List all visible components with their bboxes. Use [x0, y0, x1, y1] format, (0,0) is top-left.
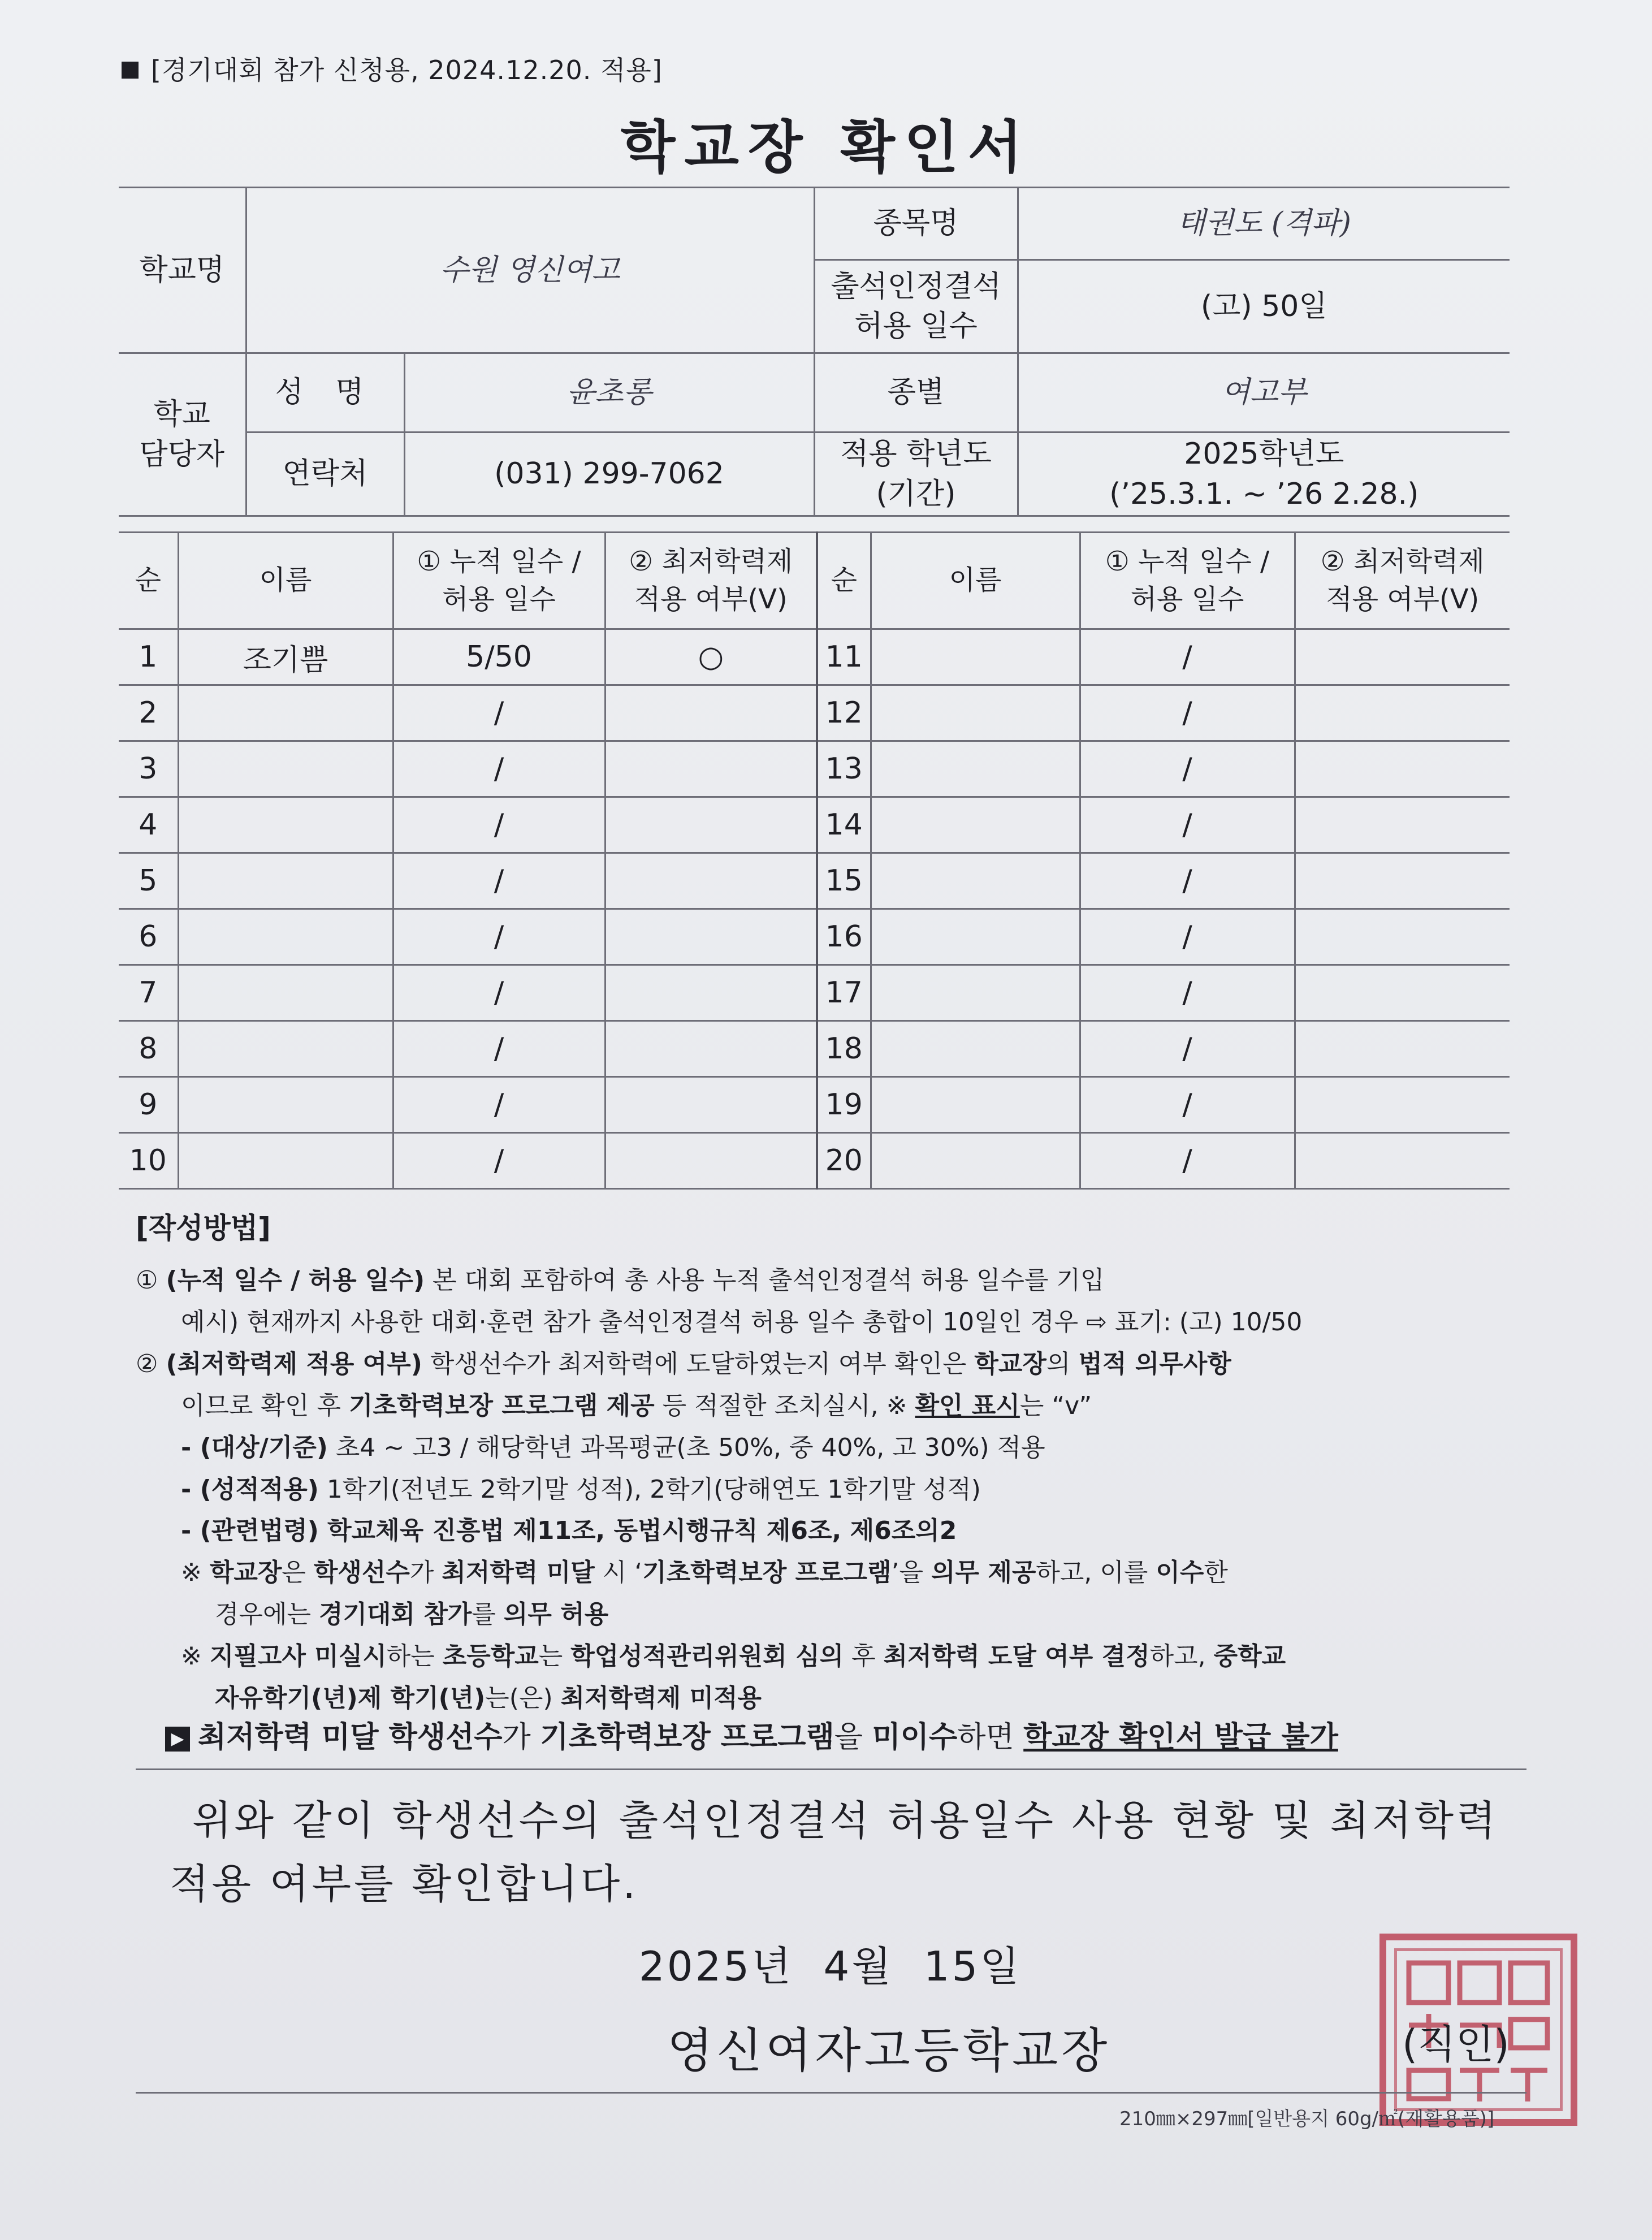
instructions-title: [작성방법] — [136, 1212, 271, 1244]
roster-minimum-check — [1295, 853, 1510, 909]
roster-days: / — [393, 1133, 605, 1189]
roster-name — [178, 1133, 393, 1189]
roster-name — [178, 853, 393, 909]
roster-row — [119, 1077, 1510, 1133]
roster-no: 10 — [119, 1133, 178, 1189]
roster-name — [178, 741, 393, 797]
seal-label: (직인) — [1402, 2021, 1510, 2068]
roster-name — [871, 741, 1080, 797]
roster-name — [178, 965, 393, 1021]
contact-label: 연락처 — [246, 433, 404, 516]
roster-no: 9 — [119, 1077, 178, 1133]
section-divider — [136, 1768, 1526, 1770]
col-minimum-right: ② 최저학력제 적용 여부(V) — [1295, 533, 1510, 629]
roster-no: 18 — [817, 1021, 871, 1077]
roster-minimum-check — [1295, 1077, 1510, 1133]
roster-days: / — [1080, 741, 1295, 797]
roster-row — [119, 909, 1510, 965]
roster-no: 6 — [119, 909, 178, 965]
roster-minimum-check — [605, 1133, 817, 1189]
roster-days: / — [1080, 909, 1295, 965]
col-days-left: ① 누적 일수 / 허용 일수 — [393, 533, 605, 629]
roster-name — [178, 1077, 393, 1133]
roster-days: / — [393, 685, 605, 741]
roster-no: 7 — [119, 965, 178, 1021]
year-label: 적용 학년도 (기간) — [814, 433, 1018, 516]
roster-minimum-check — [605, 965, 817, 1021]
roster-days: / — [1080, 1077, 1295, 1133]
roster-days: / — [1080, 629, 1295, 685]
roster-row — [119, 965, 1510, 1021]
instruction-sub-target: - (대상/기준) 초4 ~ 고3 / 해당학년 과목평균(초 50%, 중 40%, 고 30%) 적용 — [181, 1433, 1045, 1462]
roster-days: / — [1080, 965, 1295, 1021]
roster-minimum-check — [605, 853, 817, 909]
event-label: 종목명 — [814, 188, 1018, 260]
roster-row — [119, 797, 1510, 853]
roster-no: 16 — [817, 909, 871, 965]
roster-no: 14 — [817, 797, 871, 853]
instruction-item-2: ② (최저학력제 적용 여부) 학생선수가 최저학력에 도달하였는지 여부 확인은 학교장의 법적 의무사항 — [136, 1349, 1231, 1378]
roster-days: / — [393, 965, 605, 1021]
roster-body — [119, 629, 1510, 1189]
roster-minimum-check — [1295, 1021, 1510, 1077]
roster-name — [871, 797, 1080, 853]
roster-days: 5/50 — [393, 629, 605, 685]
roster-days: / — [393, 1077, 605, 1133]
roster-name — [178, 685, 393, 741]
instruction-note-2: ※ 지필고사 미실시하는 초등학교는 학업성적관리위원회 심의 후 최저학력 도달 여부 결정하고, 중학교 — [181, 1642, 1286, 1671]
roster-days: / — [1080, 685, 1295, 741]
paper-spec: 210㎜×297㎜[일반용지 60g/㎡(재활용품)] — [1119, 2108, 1495, 2130]
roster-no: 17 — [817, 965, 871, 1021]
roster-minimum-check — [1295, 685, 1510, 741]
roster-minimum-check: ○ — [605, 629, 817, 685]
instruction-note-1: ※ 학교장은 학생선수가 최저학력 미달 시 ‘기초학력보장 프로그램’을 의무 제공하고, 이를 이수한 — [181, 1558, 1228, 1588]
division-label: 종별 — [814, 353, 1018, 433]
principal-name: 영신여자고등학교장 — [667, 2023, 1111, 2078]
instructions — [136, 1204, 1526, 1719]
instruction-item-1: ① (누적 일수 / 허용 일수) 본 대회 포함하여 총 사용 누적 출석인정결석 허용 일수를 기입 — [136, 1266, 1105, 1295]
roster-table — [119, 531, 1510, 1190]
roster-no: 2 — [119, 685, 178, 741]
division-value: 여고부 — [1018, 353, 1510, 433]
roster-no: 4 — [119, 797, 178, 853]
col-name-right: 이름 — [871, 533, 1080, 629]
roster-no: 8 — [119, 1021, 178, 1077]
roster-no: 5 — [119, 853, 178, 909]
roster-minimum-check — [605, 909, 817, 965]
roster-row — [119, 741, 1510, 797]
roster-row — [119, 629, 1510, 685]
roster-row — [119, 685, 1510, 741]
roster-minimum-check — [605, 1077, 817, 1133]
roster-name — [871, 1133, 1080, 1189]
instruction-sub-grades: - (성적적용) 1학기(전년도 2학기말 성적), 2학기(당해연도 1학기말 성적) — [181, 1474, 981, 1504]
header-note-text: [경기대회 참가 신청용, 2024.12.20. 적용] — [151, 55, 663, 85]
roster-name — [178, 1021, 393, 1077]
roster-days: / — [393, 797, 605, 853]
roster-row — [119, 1021, 1510, 1077]
roster-name — [871, 965, 1080, 1021]
square-bullet-icon — [122, 62, 139, 79]
instruction-sub-law: - (관련법령) 학교체육 진흥법 제11조, 동법시행규칙 제6조, 제6조의2 — [181, 1516, 957, 1546]
roster-minimum-check — [605, 741, 817, 797]
school-value: 수원 영신여고 — [246, 188, 814, 353]
roster-minimum-check — [1295, 797, 1510, 853]
instruction-note-2-line2: 자유학기(년)제 학기(년)는(은) 최저학력제 미적용 — [215, 1684, 762, 1713]
roster-days: / — [1080, 853, 1295, 909]
roster-no: 1 — [119, 629, 178, 685]
issue-date: 2025년 4월 15일 — [639, 1943, 1022, 1990]
year-value: 2025학년도 (’25.3.1. ~ ’26 2.28.) — [1018, 433, 1510, 516]
roster-name — [871, 629, 1080, 685]
roster-days: / — [1080, 797, 1295, 853]
roster-minimum-check — [605, 685, 817, 741]
roster-days: / — [1080, 1021, 1295, 1077]
roster-name — [871, 909, 1080, 965]
roster-days: / — [393, 853, 605, 909]
roster-row — [119, 1133, 1510, 1189]
roster-no: 20 — [817, 1133, 871, 1189]
roster-minimum-check — [605, 797, 817, 853]
arrow-box-icon: ▶ — [165, 1727, 190, 1752]
roster-name — [178, 797, 393, 853]
col-name-left: 이름 — [178, 533, 393, 629]
roster-days: / — [393, 1021, 605, 1077]
roster-minimum-check — [1295, 741, 1510, 797]
col-no-left: 순 — [119, 533, 178, 629]
issuance-notice: ▶ 최저학력 미달 학생선수가 기초학력보장 프로그램을 미이수하면 학교장 확인서 발급 불가 — [165, 1713, 1338, 1755]
roster-row — [119, 853, 1510, 909]
school-label: 학교명 — [119, 188, 246, 353]
roster-name — [871, 853, 1080, 909]
col-no-right: 순 — [817, 533, 871, 629]
roster-name — [178, 909, 393, 965]
instruction-item-1-example: 예시) 현재까지 사용한 대회·훈련 참가 출석인정결석 허용 일수 총합이 10일인 경우 ⇨ 표기: (고) 10/50 — [181, 1307, 1303, 1337]
instruction-item-2-line2: 이므로 확인 후 기초학력보장 프로그램 제공 등 적절한 조치실시, ※ 확인 표시는 “v” — [181, 1391, 1092, 1420]
roster-no: 3 — [119, 741, 178, 797]
instruction-note-1-line2: 경우에는 경기대회 참가를 의무 허용 — [215, 1600, 609, 1629]
roster-minimum-check — [1295, 1133, 1510, 1189]
roster-name — [871, 1077, 1080, 1133]
roster-minimum-check — [1295, 909, 1510, 965]
roster-minimum-check — [605, 1021, 817, 1077]
info-table — [119, 187, 1510, 517]
roster-no: 13 — [817, 741, 871, 797]
roster-minimum-check — [1295, 965, 1510, 1021]
roster-days: / — [1080, 1133, 1295, 1189]
roster-name — [871, 1021, 1080, 1077]
allowed-days-value: (고) 50일 — [1018, 260, 1510, 353]
allowed-days-label: 출석인정결석 허용 일수 — [814, 260, 1018, 353]
roster-no: 19 — [817, 1077, 871, 1133]
roster-header-row — [119, 533, 1510, 629]
bottom-rule — [136, 2092, 1526, 2094]
confirmation-text: 위와 같이 학생선수의 출석인정결석 허용일수 사용 현황 및 최저학력 적용 여부를 확인합니다. — [170, 1797, 1499, 1908]
name-value: 윤초롱 — [404, 353, 814, 433]
roster-days: / — [393, 741, 605, 797]
name-label: 성 명 — [246, 353, 404, 433]
roster-no: 15 — [817, 853, 871, 909]
roster-name: 조기쁨 — [178, 629, 393, 685]
event-value: 태권도 (격파) — [1018, 188, 1510, 260]
header-note — [122, 50, 663, 87]
roster-no: 11 — [817, 629, 871, 685]
contact-value: (031) 299-7062 — [404, 433, 814, 516]
col-minimum-left: ② 최저학력제 적용 여부(V) — [605, 533, 817, 629]
roster-days: / — [393, 909, 605, 965]
document-title: 학교장 확인서 — [620, 114, 1032, 180]
roster-name — [871, 685, 1080, 741]
col-days-right: ① 누적 일수 / 허용 일수 — [1080, 533, 1295, 629]
roster-minimum-check — [1295, 629, 1510, 685]
manager-label: 학교 담당자 — [119, 353, 246, 516]
roster-no: 12 — [817, 685, 871, 741]
